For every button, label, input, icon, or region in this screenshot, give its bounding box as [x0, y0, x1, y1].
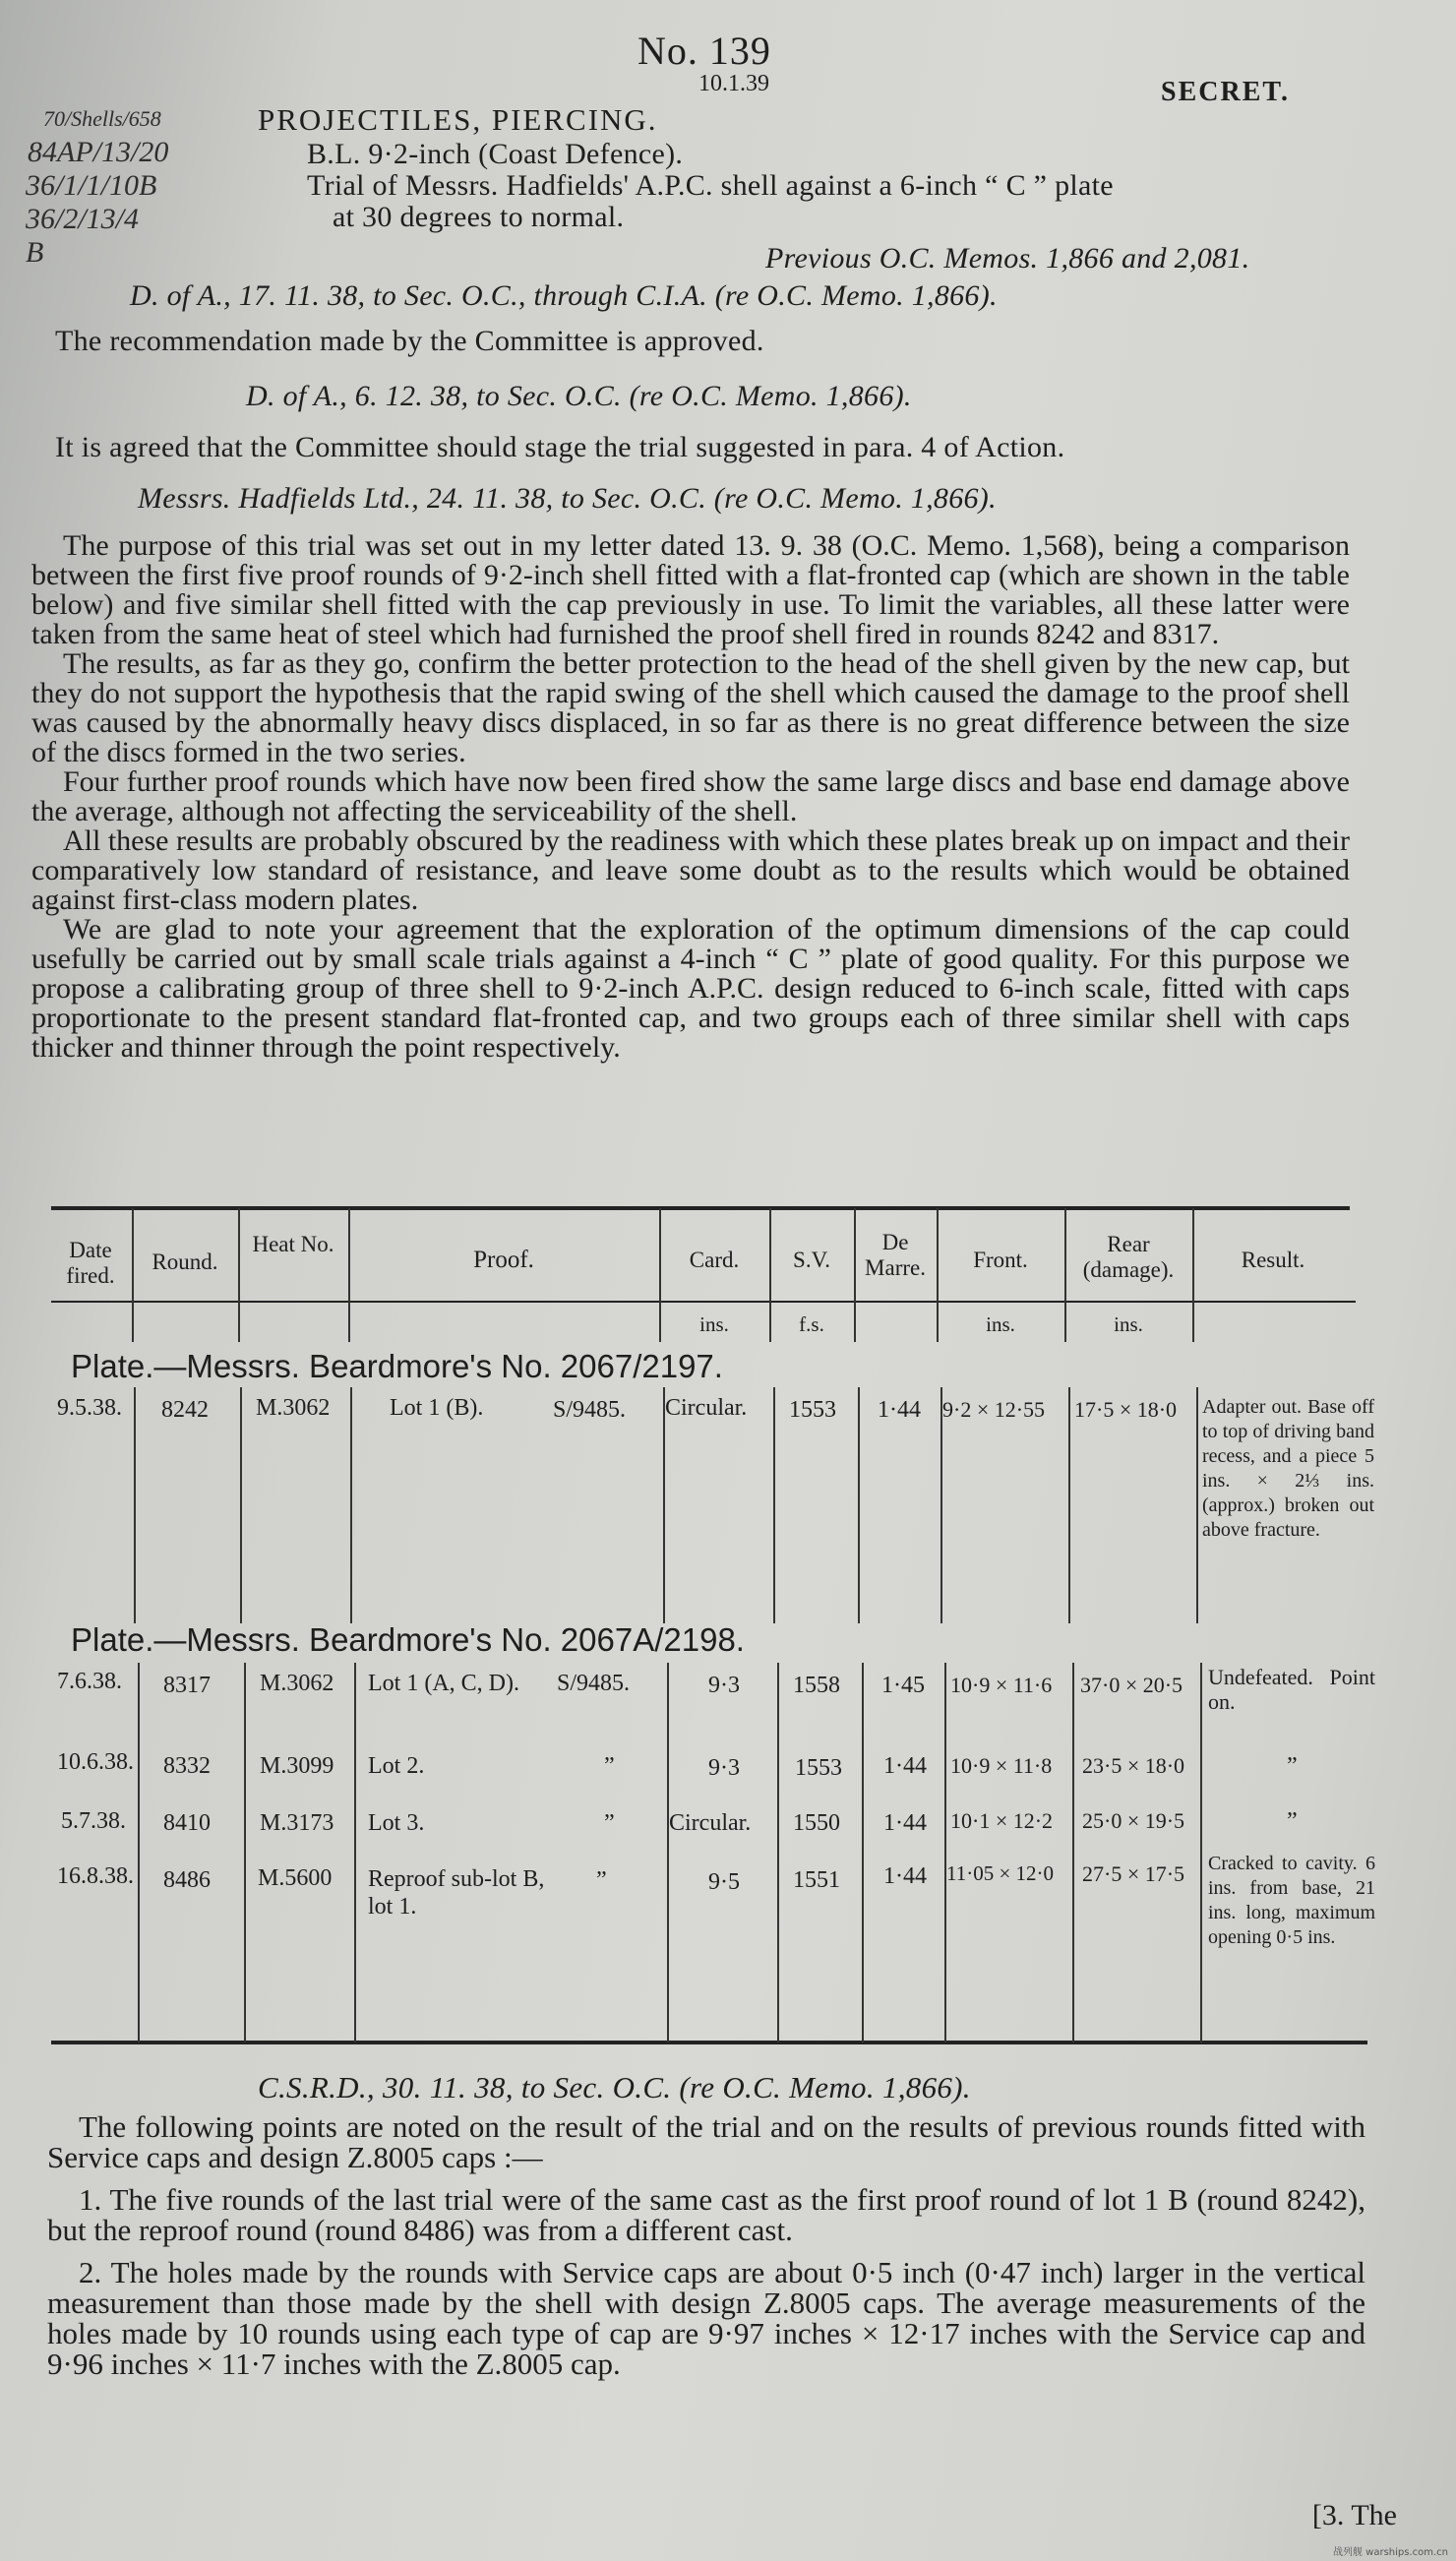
cell-rear: 23·5 × 18·0 — [1082, 1753, 1185, 1778]
cell-demarre: 1·45 — [881, 1673, 925, 1698]
cell-sv: 1551 — [793, 1867, 840, 1893]
header-result: Result. — [1241, 1248, 1305, 1272]
cell-ref: ” — [604, 1810, 615, 1836]
cell-date: 10.6.38. — [57, 1749, 134, 1775]
unit-rear: ins. — [1114, 1312, 1143, 1336]
catchword: [3. The — [1311, 2499, 1397, 2531]
section-text: The recommendation made by the Committee is approved. — [55, 325, 764, 357]
plate-heading: Plate.—Messrs. Beardmore's No. 2067/2197. — [71, 1348, 723, 1384]
cell-round: 8486 — [163, 1867, 211, 1893]
classification-stamp: SECRET. — [1161, 77, 1290, 107]
cell-card: Circular. — [665, 1395, 748, 1421]
paragraph: 2. The holes made by the rounds with Service caps are about 0·5 inch (0·47 inch) larger in the vertical measurement than those made by the shell with design Z.8005 caps. The average measurements of the holes made by 10 rounds using each type of cap are 9·97 inches × 12·17 inches with the Service cap and 9·96 inches × 11·7 inches with the Z.8005 cap. — [47, 2255, 1365, 2381]
cell-card: 9·3 — [708, 1673, 740, 1698]
margin-ref: 84AP/13/20 — [28, 136, 169, 168]
cell-sv: 1550 — [793, 1810, 840, 1836]
header-demarre: De Marre. — [865, 1230, 926, 1280]
cell-rear: 37·0 × 20·5 — [1080, 1673, 1183, 1697]
paragraph: 1. The five rounds of the last trial were of the same cast as the first proof round of lot 1 B (round 8242), but the reproof round (round 8486) was from a different cast. — [47, 2182, 1365, 2247]
cell-result: Adapter out. Base off to top of driving band recess, and a piece 5 ins. × 2⅓ ins. (approx.) broken out above fracture. — [1202, 1396, 1374, 1541]
subject-title: PROJECTILES, PIERCING. — [258, 102, 658, 137]
plate-heading: Plate.—Messrs. Beardmore's No. 2067A/2198. — [71, 1621, 745, 1658]
header-date: Date fired. — [66, 1238, 115, 1288]
cell-demarre: 1·44 — [878, 1397, 921, 1423]
unit-card: ins. — [699, 1312, 729, 1336]
csrd-memo — [47, 2111, 1365, 2379]
cell-demarre: 1·44 — [883, 1863, 927, 1889]
paragraph: All these results are probably obscured by the readiness with which these plates break up on impact and their comparatively low standard of resistance, and leave some doubt as to the results which would be obtained against first-class modern plates. — [31, 824, 1350, 916]
paragraph: The purpose of this trial was set out in my letter dated 13. 9. 38 (O.C. Memo. 1,568), being a comparison between the first five proof rounds of 9·2-inch shell fitted with a flat-fronted cap (which are shown in the table below) and five similar shell fitted with the cap previously in use. To limit the variables, all these latter were taken from the same heat of steel which had furnished the proof shell fired in rounds 8242 and 8317. — [31, 529, 1350, 650]
cell-proof: Reproof sub-lot B, lot 1. — [368, 1866, 545, 1920]
cell-card: 9·3 — [708, 1755, 740, 1781]
cell-front: 9·2 × 12·55 — [942, 1397, 1046, 1422]
cell-front: 11·05 × 12·0 — [946, 1861, 1055, 1885]
cell-heat: M.3062 — [256, 1395, 331, 1421]
cell-round: 8332 — [163, 1753, 211, 1779]
cell-front: 10·1 × 12·2 — [950, 1808, 1054, 1833]
cell-rear: 27·5 × 17·5 — [1082, 1861, 1185, 1886]
memo-date: 10.1.39 — [698, 71, 769, 96]
paragraph: We are glad to note your agreement that the exploration of the optimum dimensions of the cap could usefully be carried out by small scale trials against a 4-inch “ C ” plate of good quality. For this purpose we propose a calibrating group of three shell to 9·2-inch A.P.C. design reduced to 6-inch scale, fitted with caps proportionate to the present standard flat-fronted cap, and two groups each of three similar shell with caps thicker and thinner through the point respectively. — [31, 913, 1350, 1064]
cell-heat: M.3099 — [260, 1753, 334, 1779]
unit-sv: f.s. — [799, 1312, 824, 1336]
paragraph: The following points are noted on the result of the trial and on the results of previous rounds fitted with Service caps and design Z.8005 caps :— — [47, 2109, 1365, 2174]
margin-ref: 70/Shells/658 — [43, 106, 161, 131]
cell-demarre: 1·44 — [883, 1753, 927, 1779]
paragraph: Four further proof rounds which have now been fired show the same large discs and base end damage above the average, although not affecting the serviceability of the shell. — [31, 765, 1350, 827]
subject-line-2: Trial of Messrs. Hadfields' A.P.C. shell against a 6-inch “ C ” plate — [307, 169, 1114, 202]
cell-date: 7.6.38. — [57, 1669, 122, 1694]
cell-proof: Lot 1 (B). — [390, 1395, 484, 1421]
cell-heat: M.3062 — [260, 1671, 334, 1696]
cell-ref: ” — [596, 1867, 607, 1893]
cell-sv: 1553 — [789, 1397, 836, 1423]
header-proof: Proof. — [473, 1247, 534, 1273]
cell-front: 10·9 × 11·6 — [950, 1673, 1053, 1697]
subject-line-3: at 30 degrees to normal. — [333, 201, 625, 233]
watermark-credit: 战列舰 warships.com.cn — [1332, 2547, 1448, 2558]
margin-ref: 36/1/1/10B — [26, 169, 157, 202]
cell-result: Cracked to cavity. 6 ins. from base, 21 ins. long, maximum opening 0·5 ins. — [1208, 1853, 1375, 1948]
cell-result: ” — [1287, 1808, 1298, 1834]
cell-round: 8317 — [163, 1673, 211, 1698]
section-heading: D. of A., 17. 11. 38, to Sec. O.C., through C.I.A. (re O.C. Memo. 1,866). — [130, 279, 998, 312]
cell-date: 9.5.38. — [57, 1395, 122, 1421]
cell-sv: 1558 — [793, 1673, 840, 1698]
cell-result: Undefeated. Point on. — [1208, 1665, 1375, 1714]
cell-ref: ” — [604, 1753, 615, 1779]
cell-card: 9·5 — [708, 1869, 740, 1895]
cell-date: 16.8.38. — [57, 1863, 134, 1889]
cell-proof: Lot 3. — [368, 1810, 425, 1836]
section-text: It is agreed that the Committee should stage the trial suggested in para. 4 of Action. — [55, 431, 1065, 463]
cell-rear: 17·5 × 18·0 — [1074, 1397, 1178, 1422]
margin-ref: B — [26, 236, 44, 269]
header-front: Front. — [973, 1248, 1028, 1272]
section-heading: D. of A., 6. 12. 38, to Sec. O.C. (re O.C. Memo. 1,866). — [246, 380, 912, 412]
subject-line-1: B.L. 9·2-inch (Coast Defence). — [307, 138, 684, 170]
section-heading: Messrs. Hadfields Ltd., 24. 11. 38, to Sec. O.C. (re O.C. Memo. 1,866). — [138, 482, 997, 515]
cell-front: 10·9 × 11·8 — [950, 1753, 1053, 1778]
table-top-rule — [51, 1206, 1350, 1210]
header-round: Round. — [152, 1250, 218, 1274]
section-heading: C.S.R.D., 30. 11. 38, to Sec. O.C. (re O.C. Memo. 1,866). — [258, 2070, 971, 2104]
memo-number: No. 139 — [637, 29, 771, 73]
cell-heat: M.5600 — [258, 1865, 333, 1891]
margin-ref: 36/2/13/4 — [26, 203, 140, 235]
header-sv: S.V. — [793, 1248, 830, 1272]
table-bottom-rule — [51, 2041, 1367, 2044]
cell-demarre: 1·44 — [883, 1810, 927, 1836]
cell-heat: M.3173 — [260, 1810, 334, 1836]
cell-proof: Lot 2. — [368, 1753, 425, 1779]
cell-result: ” — [1287, 1753, 1298, 1779]
unit-front: ins. — [986, 1312, 1015, 1336]
header-heat: Heat No. — [252, 1232, 334, 1256]
cell-proof: Lot 1 (A, C, D). — [368, 1671, 519, 1696]
cell-ref: S/9485. — [557, 1671, 631, 1696]
header-card: Card. — [689, 1248, 740, 1272]
cell-ref: S/9485. — [553, 1397, 627, 1423]
cell-round: 8410 — [163, 1810, 211, 1836]
header-rear: Rear (damage). — [1082, 1232, 1175, 1282]
cell-rear: 25·0 × 19·5 — [1082, 1808, 1185, 1833]
previous-memos: Previous O.C. Memos. 1,866 and 2,081. — [765, 242, 1250, 274]
cell-date: 5.7.38. — [61, 1808, 126, 1834]
table-header-rule — [51, 1301, 1356, 1303]
cell-card: Circular. — [669, 1810, 752, 1836]
cell-round: 8242 — [161, 1397, 209, 1423]
paragraph: The results, as far as they go, confirm the better protection to the head of the shell given by the new cap, but they do not support the hypothesis that the rapid swing of the shell which caused the damage to the proof shell was caused by the abnormally heavy discs displaced, in so far as there is no great difference between the size of the discs formed in the two series. — [31, 647, 1350, 768]
cell-sv: 1553 — [795, 1755, 842, 1781]
hadfields-letter — [31, 531, 1350, 1063]
